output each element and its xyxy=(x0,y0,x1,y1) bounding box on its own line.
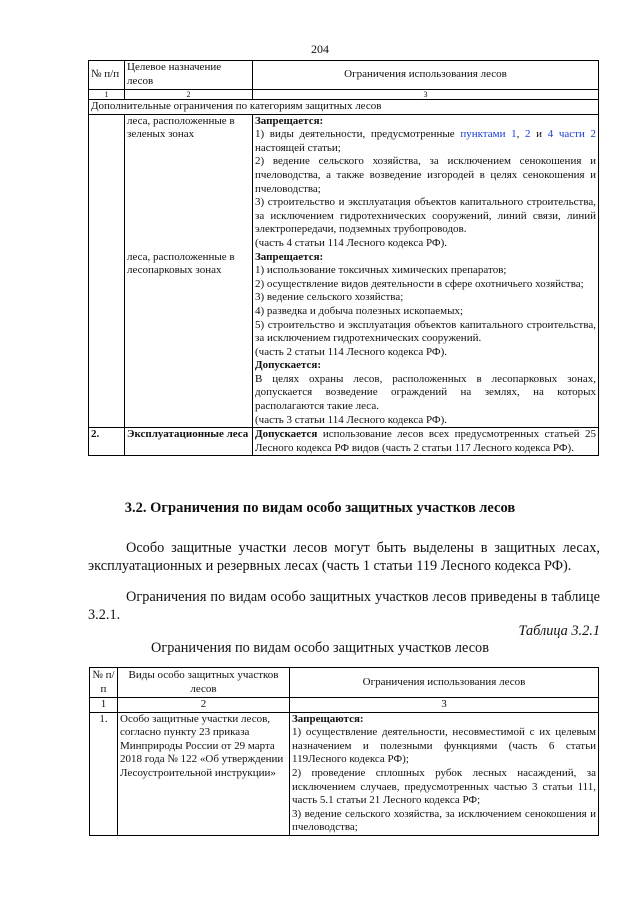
purpose-forest-park: леса, расположенные в лесопарковых зонах xyxy=(125,251,253,428)
park-item-1: 1) использование токсичных химических препаратов; xyxy=(255,264,507,277)
t2-index-2: 2 xyxy=(118,698,290,713)
t2-header-restrictions: Ограничения использования лесов xyxy=(290,668,599,698)
park-ref-2: (часть 3 статьи 114 Лесного кодекса РФ). xyxy=(255,413,448,426)
paragraph-1: Особо защитные участки лесов могут быть выделены в защитных лесах, эксплуатационных и резервных лесах (часть 1 статьи 119 Лесного кодекса РФ). xyxy=(88,540,600,574)
row2-restrictions xyxy=(253,428,599,456)
index-3: 3 xyxy=(253,90,599,100)
t2-index-1: 1 xyxy=(90,698,118,713)
park-item-2: 2) осуществление видов деятельности в сфере охотничьего хозяйства; xyxy=(255,277,584,290)
link-item-4-part-2[interactable]: 4 части 2 xyxy=(547,128,597,141)
t2-item-2: 2) проведение сплошных рубок лесных насаждений, за исключением случаев, предусмотренных частью 3 статьи 111, часть 5.1 статьи 21 Лесного кодекса РФ; xyxy=(292,766,596,807)
link-item-2[interactable]: 2 xyxy=(525,128,531,141)
t2-index-3: 3 xyxy=(290,698,599,713)
index-2: 2 xyxy=(125,90,253,100)
forest-restrictions-table xyxy=(88,60,599,456)
header-number: № п/п xyxy=(89,61,125,90)
header-purpose: Целевое назначение лесов xyxy=(125,61,253,90)
park-allowed-text: В целях охраны лесов, расположенных в лесопарковых зонах, допускается возведение ограждений на землях, на которых располагаются такие леса. xyxy=(255,372,596,413)
table-title: Ограничения по видам особо защитных участков лесов xyxy=(151,640,489,656)
prohibited-title-2: Запрещается: xyxy=(255,250,324,263)
table-caption: Таблица 3.2.1 xyxy=(518,623,600,639)
green-item-3: 3) строительство и эксплуатация объектов капитального строительства, за исключением гидротехнических сооружений, линий связи, линий электропередачи, подземных трубопроводов. xyxy=(255,196,596,236)
row2-purpose: Эксплуатационные леса xyxy=(125,428,253,456)
green-item-2: 2) ведение сельского хозяйства, за исключением сенокошения и пчеловодства, а также возведение изгородей в целях сенокошения и пчеловодства; xyxy=(255,155,596,195)
row2-number: 2. xyxy=(89,428,125,456)
green-item-1: 1) виды деятельности, предусмотренные пунктами 1, 2 и 4 части 2 настоящей статьи; xyxy=(255,128,597,154)
restrictions-green-zone xyxy=(253,114,599,250)
section-row: Дополнительные ограничения по категориям защитных лесов xyxy=(89,100,599,115)
t2-row1-restrictions xyxy=(290,712,599,835)
prohibited-title: Запрещается: xyxy=(255,114,324,127)
row2-allowed-text: использование лесов всех предусмотренных статьей 25 Лесного кодекса РФ видов (часть 2 статьи 117 Лесного кодекса РФ). xyxy=(255,428,596,454)
link-item-1[interactable]: пунктами 1 xyxy=(460,128,517,141)
row2-allowed-title: Допускается xyxy=(255,428,318,441)
restrictions-forest-park xyxy=(253,251,599,428)
t2-row1-kind: Особо защитные участки лесов, согласно пункту 23 приказа Минприроды России от 29 марта 2018 года № 122 «Об утверждении Лесоустроительной инструкции» xyxy=(118,712,290,835)
protective-areas-table xyxy=(89,667,599,836)
t2-header-number: № п/п xyxy=(90,668,118,698)
index-1: 1 xyxy=(89,90,125,100)
paragraph-2: Ограничения по видам особо защитных участков лесов приведены в таблице 3.2.1. xyxy=(88,589,600,623)
section-heading: 3.2. Ограничения по видам особо защитных участков лесов xyxy=(124,500,516,516)
park-item-3: 3) ведение сельского хозяйства; xyxy=(255,291,404,304)
header-restrictions: Ограничения использования лесов xyxy=(253,61,599,90)
t2-row1-number: 1. xyxy=(90,712,118,835)
park-item-4: 4) разведка и добыча полезных ископаемых; xyxy=(255,304,464,317)
park-ref-1: (часть 2 статьи 114 Лесного кодекса РФ). xyxy=(255,345,448,358)
purpose-green-zone: леса, расположенные в зеленых зонах xyxy=(125,114,253,250)
page-number: 204 xyxy=(311,42,329,56)
t2-item-3: 3) ведение сельского хозяйства, за исключением сенокошения и пчеловодства; xyxy=(292,807,596,834)
green-ref: (часть 4 статьи 114 Лесного кодекса РФ). xyxy=(255,236,448,249)
allowed-title: Допускается: xyxy=(255,359,322,372)
park-item-5: 5) строительство и эксплуатация объектов капитального строительства, за исключением гидротехнических сооружений. xyxy=(255,318,596,345)
t2-prohibited-title: Запрещаются: xyxy=(292,712,364,725)
t2-header-kind: Виды особо защитных участков лесов xyxy=(118,668,290,698)
t2-item-1: 1) осуществление деятельности, несовместимой с их целевым назначением и полезными функциями (часть 6 статьи 119Лесного кодекса РФ); xyxy=(292,726,596,766)
